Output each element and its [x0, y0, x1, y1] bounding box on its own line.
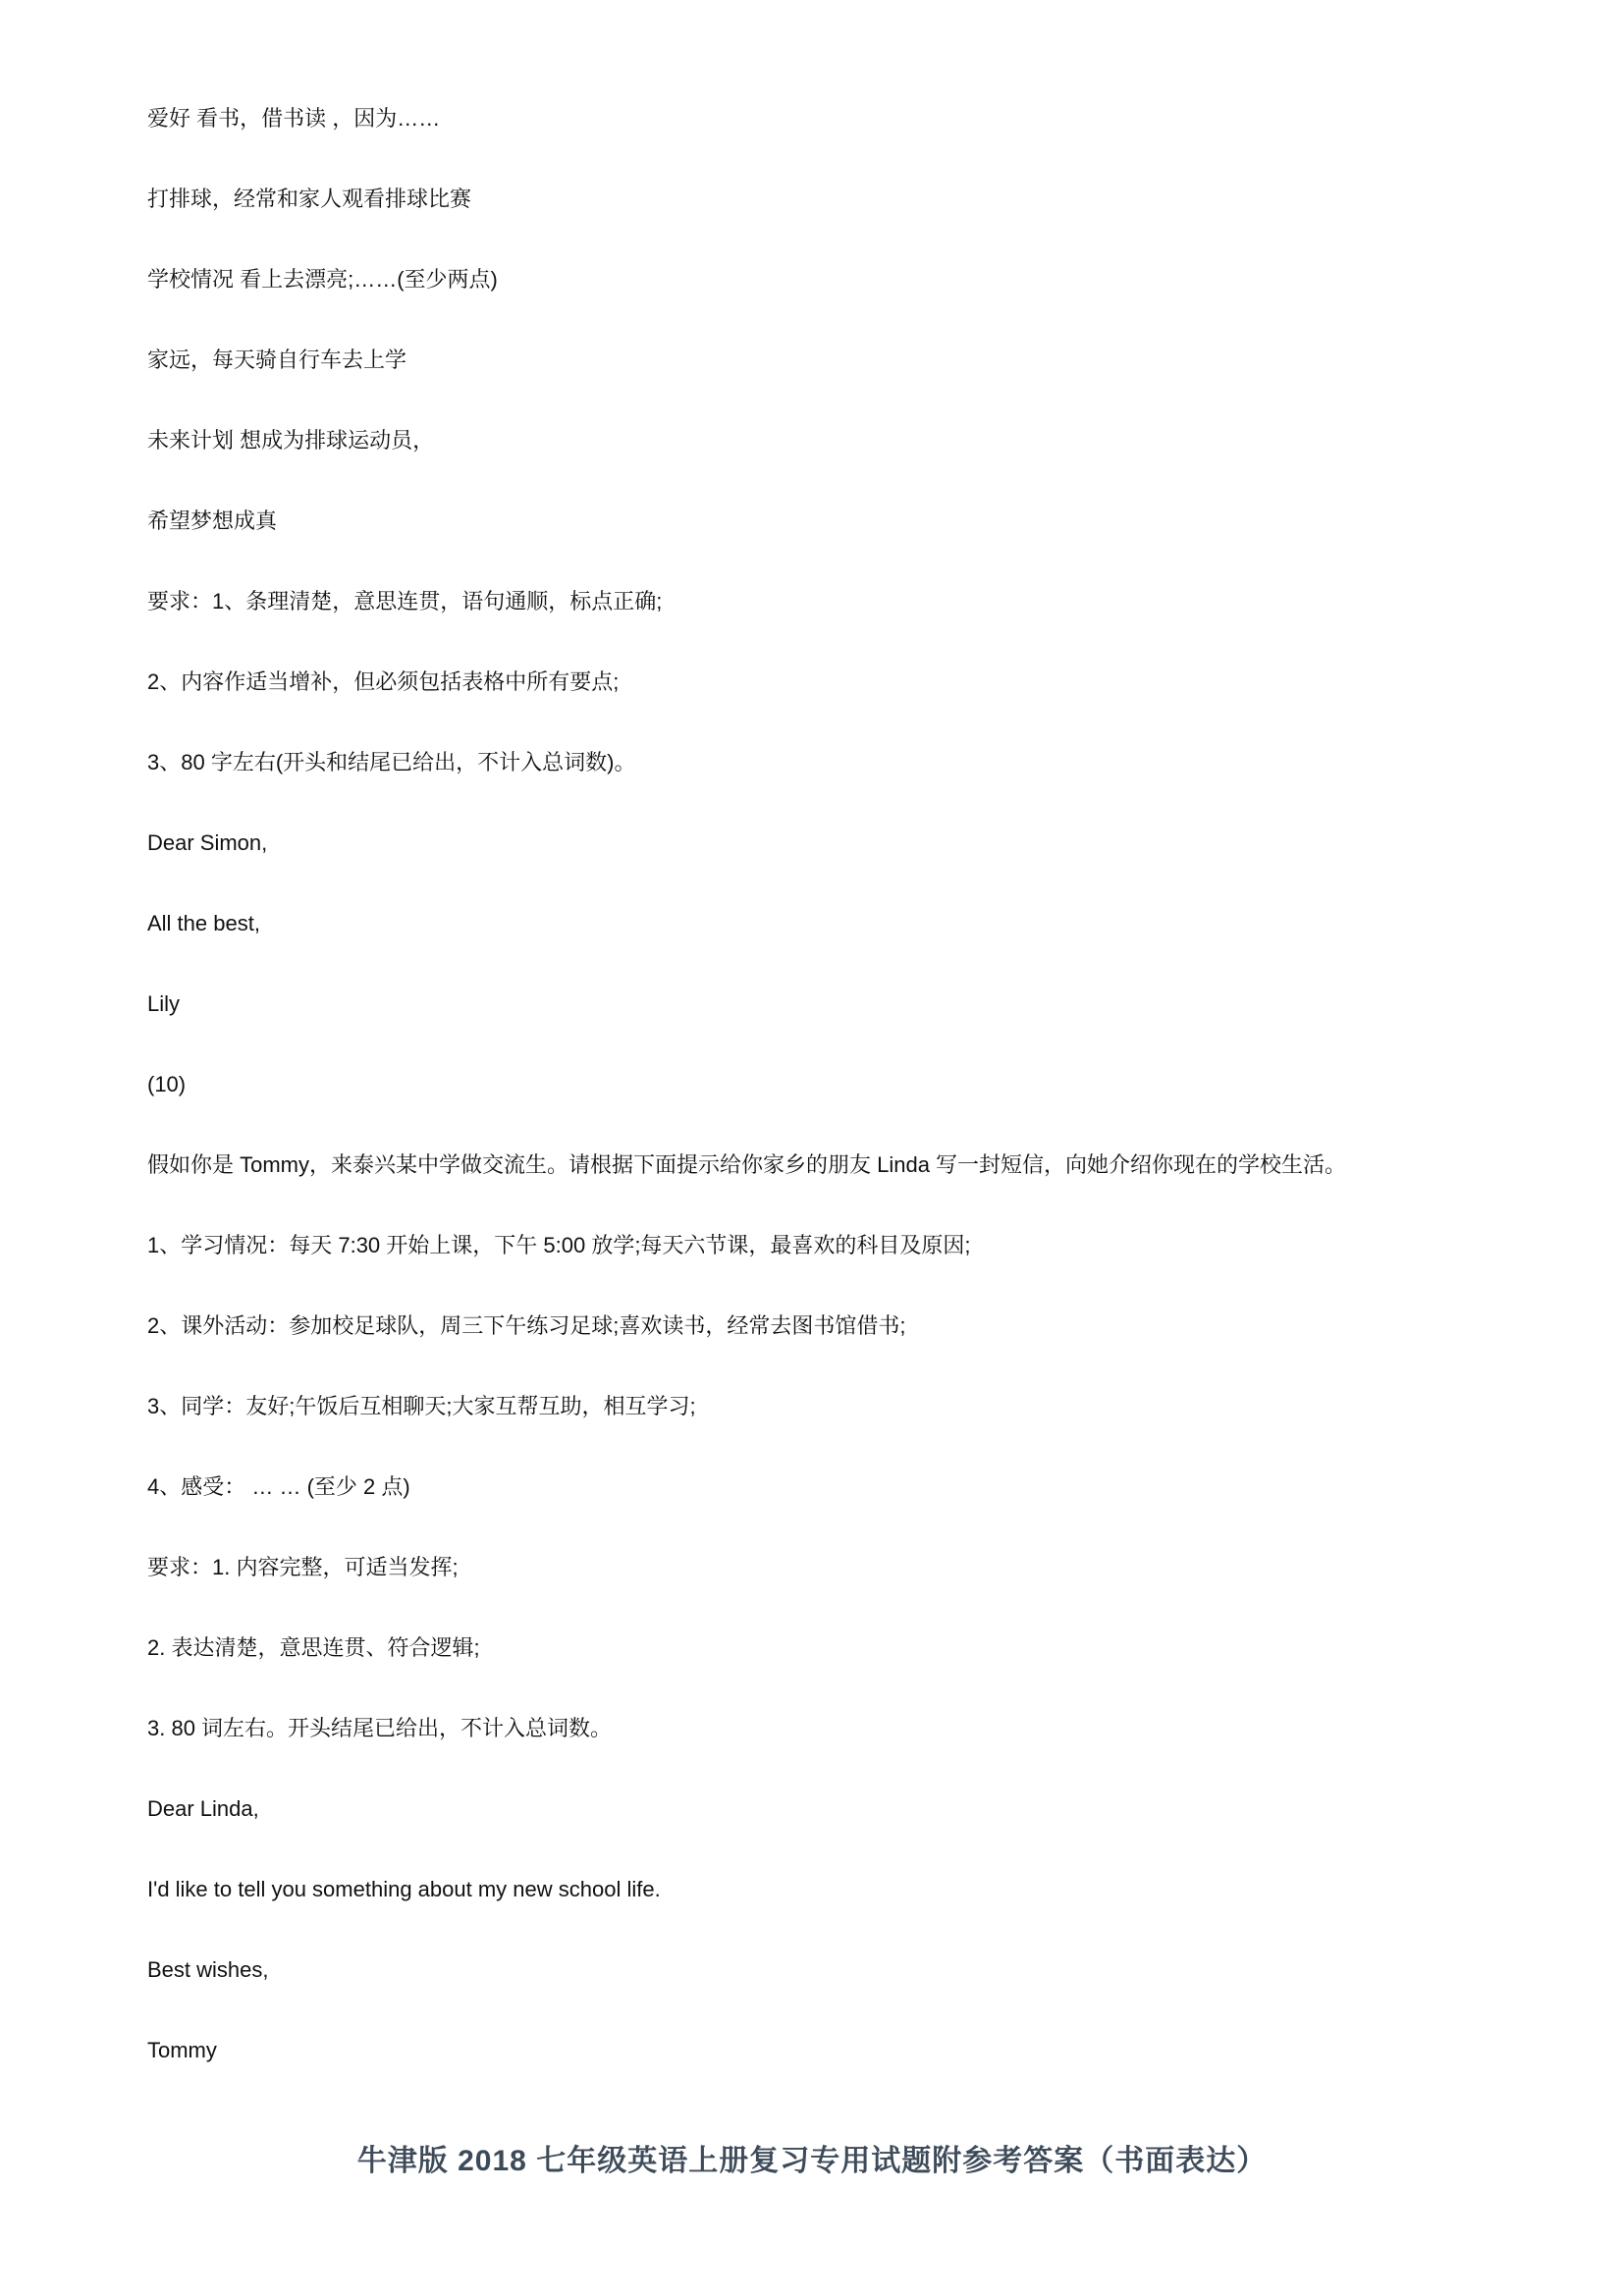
- text-line-all-the-best: All the best,: [147, 911, 260, 935]
- text-line-volleyball: 打排球，经常和家人观看排球比赛: [147, 187, 472, 211]
- text-line-hobby: 爱好 看书，借书读 ，因为……: [147, 106, 441, 131]
- text-line-best-wishes: Best wishes,: [147, 1957, 269, 1982]
- text-line-point-4: 4、感受： … … (至少 2 点): [147, 1474, 410, 1499]
- text-line-req-b-3: 3. 80 词左右。开头结尾已给出，不计入总词数。: [147, 1716, 613, 1740]
- text-line-requirement-1: 要求：1、条理清楚，意思连贯，语句通顺，标点正确;: [147, 589, 663, 614]
- text-line-lily: Lily: [147, 991, 181, 1016]
- text-line-dream: 希望梦想成真: [147, 508, 278, 533]
- text-line-point-1: 1、学习情况：每天 7:30 开始上课，下午 5:00 放学;每天六节课，最喜欢的科目及原因;: [147, 1233, 971, 1257]
- footer-title: 牛津版 2018 七年级英语上册复习专用试题附参考答案（书面表达）: [356, 2145, 1268, 2177]
- text-line-school-info: 学校情况 看上去漂亮;……(至少两点): [147, 267, 498, 292]
- question-number: (10): [147, 1072, 187, 1096]
- text-line-dear-simon: Dear Simon,: [147, 830, 268, 855]
- text-line-point-3: 3、同学：友好;午饭后互相聊天;大家互帮互助，相互学习;: [147, 1394, 696, 1418]
- text-line-requirement-2: 2、内容作适当增补，但必须包括表格中所有要点;: [147, 669, 620, 694]
- text-line-req-b-1: 要求：1. 内容完整，可适当发挥;: [147, 1555, 459, 1579]
- text-line-requirement-3: 3、80 字左右(开头和结尾已给出，不计入总词数)。: [147, 750, 636, 774]
- text-line-tommy: Tommy: [147, 2038, 217, 2062]
- text-line-req-b-2: 2. 表达清楚，意思连贯、符合逻辑;: [147, 1635, 480, 1660]
- text-line-prompt: 假如你是 Tommy，来泰兴某中学做交流生。请根据下面提示给你家乡的朋友 Linda 写一封短信，向她介绍你现在的学校生活。: [147, 1152, 1347, 1177]
- text-line-opening-sentence: I'd like to tell you something about my new school life.: [147, 1877, 661, 1901]
- text-line-point-2: 2、课外活动：参加校足球队，周三下午练习足球;喜欢读书，经常去图书馆借书;: [147, 1313, 906, 1338]
- text-line-bike: 家远，每天骑自行车去上学: [147, 347, 407, 372]
- text-line-dear-linda: Dear Linda,: [147, 1796, 259, 1821]
- text-line-future-plan: 未来计划 想成为排球运动员，: [147, 428, 435, 453]
